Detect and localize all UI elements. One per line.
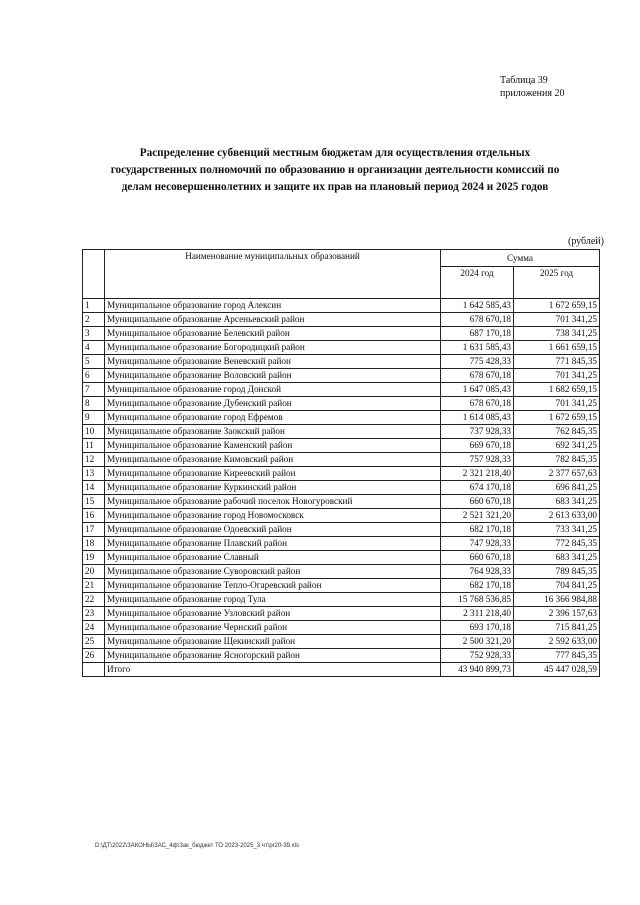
row-name: Муниципальное образование город Алексин	[105, 299, 441, 313]
total-2025: 45 447 028,59	[514, 663, 600, 677]
table-row	[83, 649, 600, 663]
row-number: 18	[83, 537, 105, 551]
row-2025: 701 341,25	[514, 369, 600, 383]
row-name: Муниципальное образование Богородицкий район	[105, 341, 441, 355]
row-2024: 674 170,18	[441, 481, 514, 495]
row-2025: 733 341,25	[514, 523, 600, 537]
row-name: Муниципальное образование Тепло-Огаревский район	[105, 579, 441, 593]
row-2024: 678 670,18	[441, 369, 514, 383]
header-sum: Сумма	[441, 250, 600, 267]
row-2025: 704 841,25	[514, 579, 600, 593]
table-row	[83, 397, 600, 411]
row-number: 12	[83, 453, 105, 467]
row-name: Муниципальное образование Киреевский район	[105, 467, 441, 481]
title-line-1: Распределение субвенций местным бюджетам для осуществления отдельных	[139, 147, 531, 159]
row-2025: 1 672 659,15	[514, 299, 600, 313]
total-2024: 43 940 899,73	[441, 663, 514, 677]
total-label: Итого	[105, 663, 441, 677]
row-name: Муниципальное образование город Новомосковск	[105, 509, 441, 523]
row-2025: 1 672 659,15	[514, 411, 600, 425]
row-name: Муниципальное образование Веневский район	[105, 355, 441, 369]
row-name: Муниципальное образование Куркинский район	[105, 481, 441, 495]
row-number: 15	[83, 495, 105, 509]
row-2024: 764 928,33	[441, 565, 514, 579]
row-name: Муниципальное образование Узловский район	[105, 607, 441, 621]
row-number: 23	[83, 607, 105, 621]
row-name: Муниципальное образование Одоевский район	[105, 523, 441, 537]
row-2024: 682 170,18	[441, 523, 514, 537]
table-row	[83, 593, 600, 607]
row-2024: 757 928,33	[441, 453, 514, 467]
row-name: Муниципальное образование город Тула	[105, 593, 441, 607]
row-name: Муниципальное образование рабочий поселок Новогуровский	[105, 495, 441, 509]
row-2025: 2 592 633,00	[514, 635, 600, 649]
row-name: Муниципальное образование Ясногорский район	[105, 649, 441, 663]
row-2024: 660 670,18	[441, 495, 514, 509]
row-2024: 747 928,33	[441, 537, 514, 551]
row-2025: 772 845,35	[514, 537, 600, 551]
header-2025: 2025 год	[514, 267, 600, 299]
row-2024: 682 170,18	[441, 579, 514, 593]
row-2024: 669 670,18	[441, 439, 514, 453]
table-row	[83, 523, 600, 537]
row-number: 9	[83, 411, 105, 425]
row-name: Муниципальное образование Чернский район	[105, 621, 441, 635]
row-number: 7	[83, 383, 105, 397]
table-body	[83, 299, 600, 663]
row-2025: 692 341,25	[514, 439, 600, 453]
row-2025: 738 341,25	[514, 327, 600, 341]
row-2024: 2 311 218,40	[441, 607, 514, 621]
row-number: 24	[83, 621, 105, 635]
row-2025: 16 366 984,88	[514, 593, 600, 607]
row-number: 8	[83, 397, 105, 411]
row-2025: 1 682 659,15	[514, 383, 600, 397]
row-number: 21	[83, 579, 105, 593]
row-2025: 2 396 157,63	[514, 607, 600, 621]
row-name: Муниципальное образование Славный	[105, 551, 441, 565]
row-name: Муниципальное образование Белевский район	[105, 327, 441, 341]
table-row	[83, 481, 600, 495]
table-row	[83, 327, 600, 341]
row-number: 26	[83, 649, 105, 663]
units-label: (рублей)	[567, 236, 604, 247]
table-row	[83, 355, 600, 369]
row-name: Муниципальное образование Суворовский район	[105, 565, 441, 579]
row-2025: 2 613 633,00	[514, 509, 600, 523]
row-2024: 775 428,33	[441, 355, 514, 369]
row-name: Муниципальное образование Воловский район	[105, 369, 441, 383]
row-number: 2	[83, 313, 105, 327]
row-2024: 2 500 321,20	[441, 635, 514, 649]
row-2024: 693 170,18	[441, 621, 514, 635]
row-2025: 683 341,25	[514, 551, 600, 565]
row-2025: 715 841,25	[514, 621, 600, 635]
table-row	[83, 439, 600, 453]
row-2025: 701 341,25	[514, 313, 600, 327]
row-2025: 1 661 659,15	[514, 341, 600, 355]
row-number: 1	[83, 299, 105, 313]
table-row	[83, 537, 600, 551]
row-2024: 1 642 585,43	[441, 299, 514, 313]
table-row	[83, 369, 600, 383]
row-2025: 777 845,35	[514, 649, 600, 663]
row-name: Муниципальное образование город Донской	[105, 383, 441, 397]
table-row	[83, 411, 600, 425]
row-number: 13	[83, 467, 105, 481]
header-number	[83, 250, 105, 299]
table-row	[83, 635, 600, 649]
row-number: 3	[83, 327, 105, 341]
row-name: Муниципальное образование Плавский район	[105, 537, 441, 551]
row-2024: 1 647 085,43	[441, 383, 514, 397]
row-number: 20	[83, 565, 105, 579]
table-row	[83, 551, 600, 565]
table-row	[83, 383, 600, 397]
row-2024: 15 768 536,85	[441, 593, 514, 607]
row-number: 5	[83, 355, 105, 369]
table-row	[83, 453, 600, 467]
row-number: 19	[83, 551, 105, 565]
total-number	[83, 663, 105, 677]
header-name: Наименование муниципальных образований	[105, 250, 441, 299]
row-number: 4	[83, 341, 105, 355]
row-2024: 737 928,33	[441, 425, 514, 439]
row-2024: 687 170,18	[441, 327, 514, 341]
row-2024: 678 670,18	[441, 313, 514, 327]
row-2024: 1 631 585,43	[441, 341, 514, 355]
total-row	[83, 663, 600, 677]
row-2025: 2 377 657,63	[514, 467, 600, 481]
table-number: Таблица 39	[500, 75, 548, 86]
table-row	[83, 299, 600, 313]
file-path: D:\ДТ\2022\ЗАКОНЫ\ЗАС_4ф\Зак_бюджет ТО 2023-2025_3 чт\pr20-39.xls	[95, 843, 299, 849]
row-2025: 782 845,35	[514, 453, 600, 467]
row-number: 16	[83, 509, 105, 523]
row-2025: 701 341,25	[514, 397, 600, 411]
row-2025: 762 845,35	[514, 425, 600, 439]
table-row	[83, 579, 600, 593]
title-line-2: государственных полномочий по образованию и организации деятельности комиссий по	[110, 164, 560, 176]
row-number: 6	[83, 369, 105, 383]
row-number: 11	[83, 439, 105, 453]
row-2024: 752 928,33	[441, 649, 514, 663]
appendix-number: приложения 20	[500, 88, 565, 99]
table-row	[83, 565, 600, 579]
row-2025: 771 845,35	[514, 355, 600, 369]
row-name: Муниципальное образование Дубенский район	[105, 397, 441, 411]
row-2024: 660 670,18	[441, 551, 514, 565]
row-2024: 1 614 085,43	[441, 411, 514, 425]
row-name: Муниципальное образование Кимовский район	[105, 453, 441, 467]
row-number: 22	[83, 593, 105, 607]
table-row	[83, 467, 600, 481]
table-reference	[500, 74, 620, 100]
row-2024: 678 670,18	[441, 397, 514, 411]
row-name: Муниципальное образование Щекинский район	[105, 635, 441, 649]
row-name: Муниципальное образование Каменский район	[105, 439, 441, 453]
table-row	[83, 607, 600, 621]
table-row	[83, 341, 600, 355]
header-2024: 2024 год	[441, 267, 514, 299]
row-2025: 696 841,25	[514, 481, 600, 495]
row-name: Муниципальное образование Арсеньевский район	[105, 313, 441, 327]
document-title	[60, 145, 610, 196]
row-number: 25	[83, 635, 105, 649]
title-line-3: делам несовершеннолетних и защите их прав на плановый период 2024 и 2025 годов	[121, 181, 549, 193]
table-row	[83, 495, 600, 509]
row-number: 14	[83, 481, 105, 495]
row-name: Муниципальное образование город Ефремов	[105, 411, 441, 425]
row-number: 17	[83, 523, 105, 537]
table-row	[83, 313, 600, 327]
table-row	[83, 509, 600, 523]
row-2024: 2 521 321,20	[441, 509, 514, 523]
row-name: Муниципальное образование Заокский район	[105, 425, 441, 439]
table-row	[83, 621, 600, 635]
row-2025: 789 845,35	[514, 565, 600, 579]
row-2025: 683 341,25	[514, 495, 600, 509]
row-2024: 2 321 218,40	[441, 467, 514, 481]
subvention-table	[82, 249, 600, 677]
row-number: 10	[83, 425, 105, 439]
table-row	[83, 425, 600, 439]
